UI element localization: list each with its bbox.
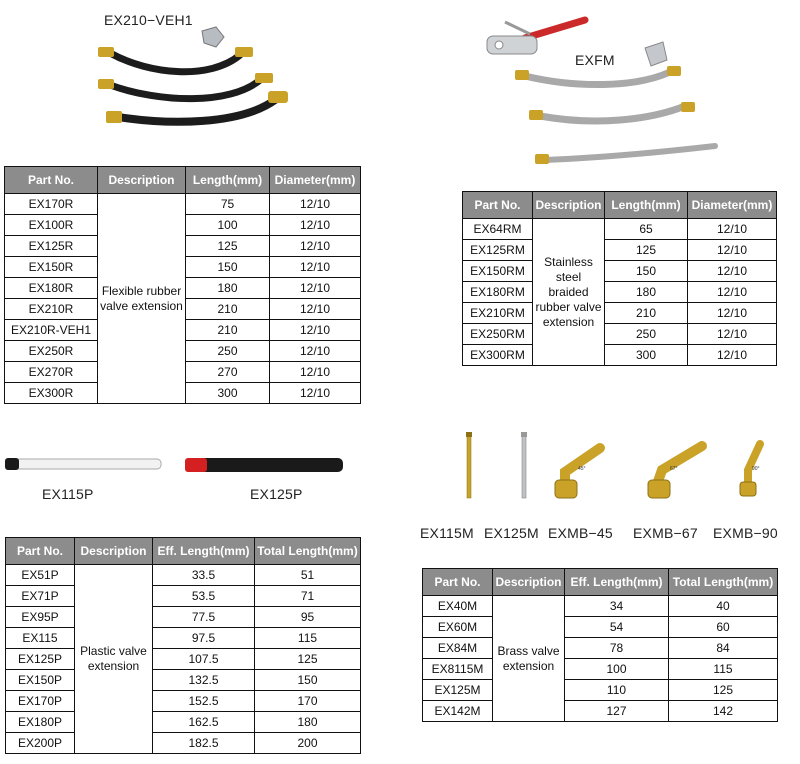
value-cell: 150: [255, 670, 361, 691]
caption-ex210-veh1: EX210−VEH1: [104, 12, 193, 28]
value-cell: 115: [669, 659, 778, 680]
table-header-row: [6, 538, 361, 565]
header-diameter: Diameter(mm): [688, 192, 777, 219]
brass-table-body: [423, 596, 778, 722]
header-length: Length(mm): [605, 192, 688, 219]
table-row: [5, 194, 361, 215]
part-number-cell: EX250R: [5, 341, 98, 362]
value-cell: 12/10: [688, 261, 777, 282]
part-number-cell: EX180P: [6, 712, 75, 733]
length-cell: 33.5: [153, 565, 255, 586]
header-total-length: Total Length(mm): [255, 538, 361, 565]
part-number-cell: EX71P: [6, 586, 75, 607]
length-cell: 250: [186, 341, 270, 362]
header-description: Description: [98, 167, 186, 194]
caption-exmb45: EXMB−45: [548, 525, 613, 541]
part-number-cell: EX100R: [5, 215, 98, 236]
table-row: [463, 261, 777, 282]
length-cell: 53.5: [153, 586, 255, 607]
part-number-cell: EX142M: [423, 701, 493, 722]
table-row: [6, 670, 361, 691]
part-number-cell: EX125P: [6, 649, 75, 670]
part-number-cell: EX125M: [423, 680, 493, 701]
length-cell: 100: [186, 215, 270, 236]
value-cell: 12/10: [270, 362, 361, 383]
table-row: [6, 712, 361, 733]
steel-table-body: [463, 219, 777, 366]
value-cell: 12/10: [688, 219, 777, 240]
value-cell: 142: [669, 701, 778, 722]
part-number-cell: EX95P: [6, 607, 75, 628]
steel-braided-extension-image: [485, 8, 715, 178]
value-cell: 12/10: [270, 257, 361, 278]
table-header-row: [463, 192, 777, 219]
part-number-cell: EX84M: [423, 638, 493, 659]
table-row: [463, 324, 777, 345]
length-cell: 150: [605, 261, 688, 282]
plastic-table-body: [6, 565, 361, 754]
bend-label-45: 45°: [578, 466, 586, 472]
header-part-no: Part No.: [6, 538, 75, 565]
value-cell: 12/10: [688, 303, 777, 324]
header-part-no: Part No.: [5, 167, 98, 194]
value-cell: 12/10: [688, 345, 777, 366]
table-header-row: [423, 569, 778, 596]
value-cell: 71: [255, 586, 361, 607]
table-row: [6, 607, 361, 628]
length-cell: 34: [565, 596, 669, 617]
part-number-cell: EX210R-VEH1: [5, 320, 98, 341]
value-cell: 125: [255, 649, 361, 670]
length-cell: 250: [605, 324, 688, 345]
table-row: [6, 586, 361, 607]
part-number-cell: EX300R: [5, 383, 98, 404]
value-cell: 12/10: [270, 383, 361, 404]
caption-exmb90: EXMB−90: [713, 525, 778, 541]
table-row: [423, 596, 778, 617]
part-number-cell: EX150P: [6, 670, 75, 691]
header-eff-length: Eff. Length(mm): [565, 569, 669, 596]
value-cell: 12/10: [270, 341, 361, 362]
part-number-cell: EX210R: [5, 299, 98, 320]
length-cell: 54: [565, 617, 669, 638]
description-cell: Plastic valve extension: [75, 565, 153, 754]
length-cell: 152.5: [153, 691, 255, 712]
value-cell: 180: [255, 712, 361, 733]
plastic-extension-ex125p-image: [185, 455, 345, 477]
length-cell: 180: [186, 278, 270, 299]
length-cell: 127: [565, 701, 669, 722]
table-row: [463, 219, 777, 240]
value-cell: 60: [669, 617, 778, 638]
value-cell: 12/10: [270, 194, 361, 215]
table-row: [6, 628, 361, 649]
table-row: [463, 282, 777, 303]
length-cell: 77.5: [153, 607, 255, 628]
caption-exfm: EXFM: [575, 52, 615, 68]
value-cell: 84: [669, 638, 778, 659]
value-cell: 12/10: [270, 320, 361, 341]
part-number-cell: EX180R: [5, 278, 98, 299]
part-number-cell: EX170R: [5, 194, 98, 215]
value-cell: 12/10: [270, 278, 361, 299]
header-part-no: Part No.: [423, 569, 493, 596]
part-number-cell: EX115: [6, 628, 75, 649]
value-cell: 12/10: [688, 282, 777, 303]
value-cell: 12/10: [270, 236, 361, 257]
header-part-no: Part No.: [463, 192, 533, 219]
length-cell: 210: [605, 303, 688, 324]
table-row: [423, 680, 778, 701]
length-cell: 125: [186, 236, 270, 257]
rubber-table-body: [5, 194, 361, 404]
header-description: Description: [533, 192, 605, 219]
part-number-cell: EX60M: [423, 617, 493, 638]
header-length: Length(mm): [186, 167, 270, 194]
part-number-cell: EX125R: [5, 236, 98, 257]
steel-braided-extension-table: [462, 191, 777, 366]
bend-label-67: 67°: [670, 466, 678, 472]
part-number-cell: EX64RM: [463, 219, 533, 240]
caption-ex115m: EX115M: [420, 525, 474, 541]
length-cell: 270: [186, 362, 270, 383]
length-cell: 300: [186, 383, 270, 404]
description-cell: Stainless steel braided rubber valve extension: [533, 219, 605, 366]
part-number-cell: EX150RM: [463, 261, 533, 282]
value-cell: 115: [255, 628, 361, 649]
caption-exmb67: EXMB−67: [633, 525, 698, 541]
value-cell: 12/10: [270, 299, 361, 320]
length-cell: 182.5: [153, 733, 255, 754]
header-description: Description: [75, 538, 153, 565]
table-row: [6, 649, 361, 670]
table-header-row: [5, 167, 361, 194]
part-number-cell: EX300RM: [463, 345, 533, 366]
table-row: [423, 638, 778, 659]
description-cell: Flexible rubber valve extension: [98, 194, 186, 404]
plastic-extension-ex115p-image: [5, 455, 165, 475]
brass-extension-images: [430, 430, 780, 505]
part-number-cell: EX170P: [6, 691, 75, 712]
brass-extension-table: [422, 568, 778, 722]
length-cell: 75: [186, 194, 270, 215]
header-description: Description: [493, 569, 565, 596]
table-row: [423, 701, 778, 722]
part-number-cell: EX250RM: [463, 324, 533, 345]
length-cell: 107.5: [153, 649, 255, 670]
length-cell: 110: [565, 680, 669, 701]
length-cell: 210: [186, 299, 270, 320]
rubber-valve-extension-image: [90, 25, 290, 135]
part-number-cell: EX200P: [6, 733, 75, 754]
caption-ex125m: EX125M: [484, 525, 539, 541]
caption-ex115p: EX115P: [42, 486, 94, 502]
value-cell: 125: [669, 680, 778, 701]
table-row: [6, 565, 361, 586]
value-cell: 12/10: [270, 215, 361, 236]
length-cell: 132.5: [153, 670, 255, 691]
part-number-cell: EX125RM: [463, 240, 533, 261]
part-number-cell: EX180RM: [463, 282, 533, 303]
caption-ex125p: EX125P: [250, 486, 303, 502]
header-eff-length: Eff. Length(mm): [153, 538, 255, 565]
table-row: [463, 345, 777, 366]
length-cell: 162.5: [153, 712, 255, 733]
table-row: [6, 733, 361, 754]
length-cell: 125: [605, 240, 688, 261]
length-cell: 150: [186, 257, 270, 278]
value-cell: 200: [255, 733, 361, 754]
value-cell: 95: [255, 607, 361, 628]
length-cell: 100: [565, 659, 669, 680]
length-cell: 78: [565, 638, 669, 659]
part-number-cell: EX210RM: [463, 303, 533, 324]
value-cell: 170: [255, 691, 361, 712]
length-cell: 210: [186, 320, 270, 341]
part-number-cell: EX270R: [5, 362, 98, 383]
value-cell: 51: [255, 565, 361, 586]
length-cell: 180: [605, 282, 688, 303]
length-cell: 65: [605, 219, 688, 240]
header-total-length: Total Length(mm): [669, 569, 778, 596]
header-diameter: Diameter(mm): [270, 167, 361, 194]
bend-label-90: 90°: [752, 466, 760, 472]
table-row: [423, 659, 778, 680]
table-row: [463, 303, 777, 324]
length-cell: 300: [605, 345, 688, 366]
part-number-cell: EX40M: [423, 596, 493, 617]
value-cell: 12/10: [688, 240, 777, 261]
plastic-extension-table: [5, 537, 361, 754]
rubber-extension-table: [4, 166, 361, 404]
part-number-cell: EX51P: [6, 565, 75, 586]
table-row: [6, 691, 361, 712]
value-cell: 40: [669, 596, 778, 617]
value-cell: 12/10: [688, 324, 777, 345]
description-cell: Brass valve extension: [493, 596, 565, 722]
part-number-cell: EX8115M: [423, 659, 493, 680]
table-row: [463, 240, 777, 261]
table-row: [423, 617, 778, 638]
part-number-cell: EX150R: [5, 257, 98, 278]
length-cell: 97.5: [153, 628, 255, 649]
